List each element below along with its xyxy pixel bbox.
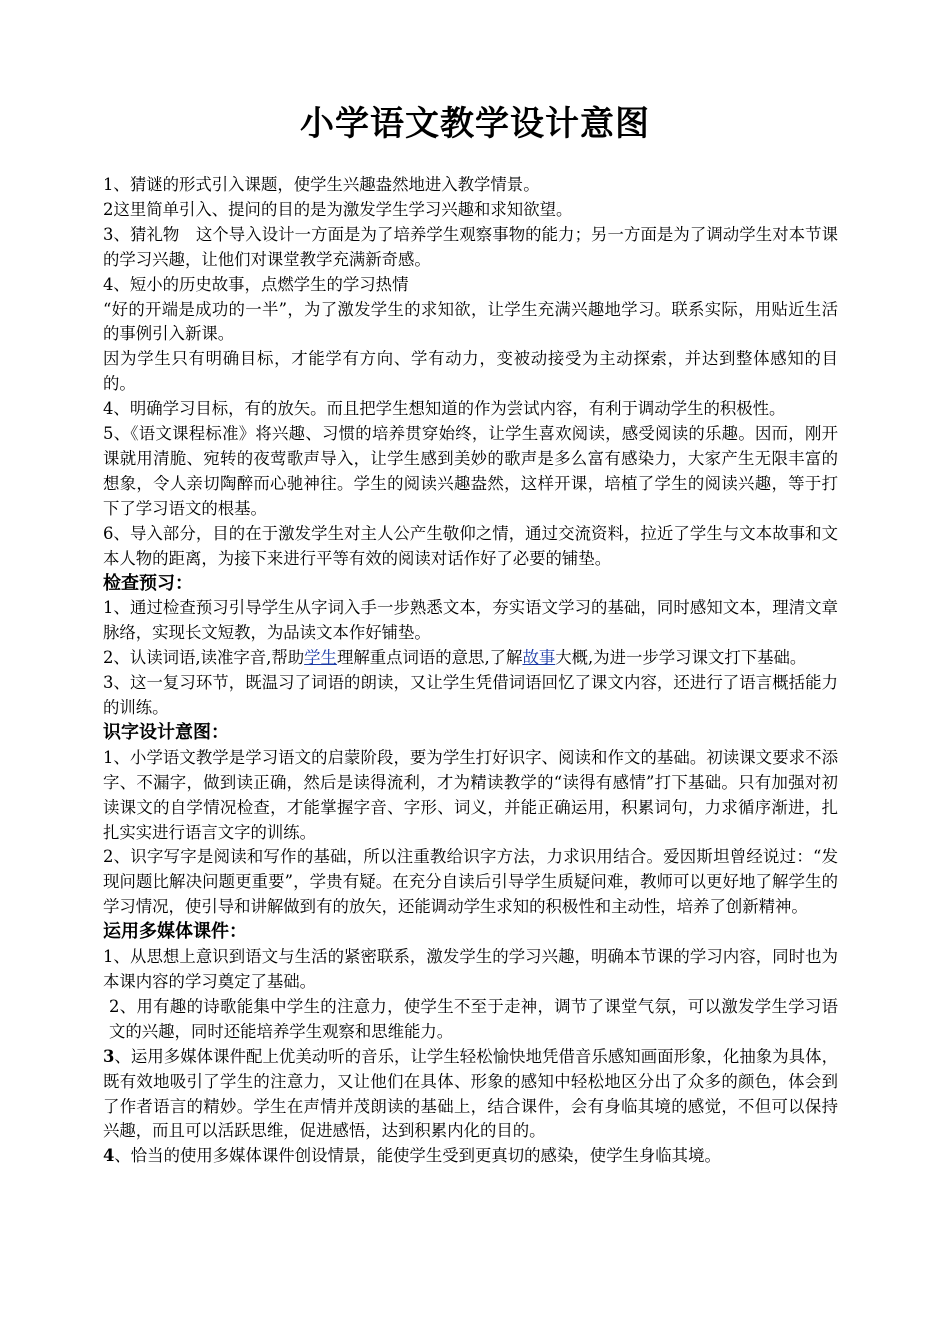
preview-paragraph: 1、通过检查预习引导学生从字词入手一步熟悉文本，夯实语文学习的基础，同时感知文本，理清文章脉络，实现长文短教，为品读文本作好铺垫。 <box>103 598 838 643</box>
multimedia-paragraph: 2、用有趣的诗歌能集中学生的注意力，使学生不至于走神，调节了课堂气氛，可以激发学生学习语文的兴趣，同时还能培养学生观察和思维能力。 <box>109 996 838 1041</box>
intro-paragraph: 1、猜谜的形式引入课题，使学生兴趣盎然地进入教学情景。 <box>103 175 540 194</box>
document-title: 小学语文教学设计意图 <box>300 104 650 144</box>
preview-paragraph <box>103 646 838 671</box>
document-body <box>103 173 838 1169</box>
intro-paragraph: 4、明确学习目标，有的放矢。而且把学生想知道的作为尝试内容，有利于调动学生的积极性。 <box>103 399 786 419</box>
preview-text: 2、认读词语,读准字音,帮助 <box>103 648 305 668</box>
intro-paragraph: 3、猜礼物 这个导入设计一方面是为了培养学生观察事物的能力；另一方面是为了调动学生对本节课的学习兴趣，让他们对课堂教学充满新奇感。 <box>103 224 838 269</box>
multimedia-text: 、运用多媒体课件配上优美动听的音乐，让学生轻松愉快地凭借音乐感知画面形象，化抽象为具体，既有效地吸引了学生的注意力，又让他们在具体、形象的感知中轻松地区分出了众多的颜色，体会到了作者语言的精妙。学生在声情并茂朗读的基础上，结合课件，会有身临其境的感觉，不但可以保持兴趣，而且可以活跃思维，促进感悟，达到积累内化的目的。 <box>103 1046 838 1141</box>
preview-text: 理解重点词语的意思,了解 <box>336 648 523 668</box>
intro-paragraph: 因为学生只有明确目标，才能学有方向、学有动力，变被动接受为主动探索，并达到整体感知的目的。 <box>103 349 838 394</box>
section-heading-multimedia: 运用多媒体课件： <box>103 921 247 943</box>
section-heading-preview: 检查预习： <box>103 572 193 594</box>
literacy-paragraph: 1、小学语文教学是学习语文的启蒙阶段，要为学生打好识字、阅读和作文的基础。初读课文要求不添字、不漏字，做到读正确，然后是读得流利，才为精读教学的“读得有感情”打下基础。只有加强对初读课文的自学情况检查，才能掌握字音、字形、词义，并能正确运用，积累词句，力求循序渐进，扎扎实实进行语言文字的训练。 <box>103 747 838 842</box>
multimedia-paragraph <box>103 1144 838 1169</box>
item-number: 3 <box>103 1046 115 1066</box>
link-story[interactable]: 故事 <box>522 648 556 668</box>
intro-paragraph: 6、导入部分，目的在于激发学生对主人公产生敬仰之情，通过交流资料，拉近了学生与文本故事和文本人物的距离，为接下来进行平等有效的阅读对话作好了必要的铺垫。 <box>103 523 838 568</box>
intro-paragraph: 2这里简单引入、提问的目的是为激发学生学习兴趣和求知欲望。 <box>103 199 573 219</box>
intro-paragraph: “好的开端是成功的一半”，为了激发学生的求知欲，让学生充满兴趣地学习。联系实际，用贴近生活的事例引入新课。 <box>103 299 838 344</box>
intro-paragraph: 5、《语文课程标准》将兴趣、习惯的培养贯穿始终，让学生喜欢阅读，感受阅读的乐趣。因而，刚开课就用清脆、宛转的夜莺歌声导入，让学生感到美妙的歌声是多么富有感染力，大家产生无限丰富的想象，令人亲切陶醉而心驰神往。学生的阅读兴趣盎然，这样开课，培植了学生的阅读兴趣，等于打下了学习语文的根基。 <box>103 424 838 518</box>
intro-paragraph: 4、短小的历史故事，点燃学生的学习热情 <box>103 274 409 294</box>
item-number: 4 <box>103 1146 115 1166</box>
multimedia-text: 、恰当的使用多媒体课件创设情景，能使学生受到更真切的感染，使学生身临其境。 <box>114 1146 721 1166</box>
multimedia-paragraph <box>103 1045 838 1145</box>
multimedia-paragraph: 1、从思想上意识到语文与生活的紧密联系，激发学生的学习兴趣，明确本节课的学习内容，同时也为本课内容的学习奠定了基础。 <box>103 947 838 991</box>
literacy-paragraph: 2、识字写字是阅读和写作的基础，所以注重教给识字方法，力求识用结合。爱因斯坦曾经说过：“发现问题比解决问题更重要”，学贵有疑。在充分自读后引导学生质疑问难，教师可以更好地了解学生的学习情况，使引导和讲解做到有的放矢，还能调动学生求知的积极性和主动性，培养了创新精神。 <box>103 847 838 917</box>
section-heading-literacy: 识字设计意图： <box>103 721 229 743</box>
preview-text: 大概,为进一步学习课文打下基础。 <box>555 648 807 668</box>
preview-paragraph: 3、这一复习环节，既温习了词语的朗读，又让学生凭借词语回忆了课文内容，还进行了语言概括能力的训练。 <box>103 673 838 718</box>
link-students[interactable]: 学生 <box>304 648 337 668</box>
